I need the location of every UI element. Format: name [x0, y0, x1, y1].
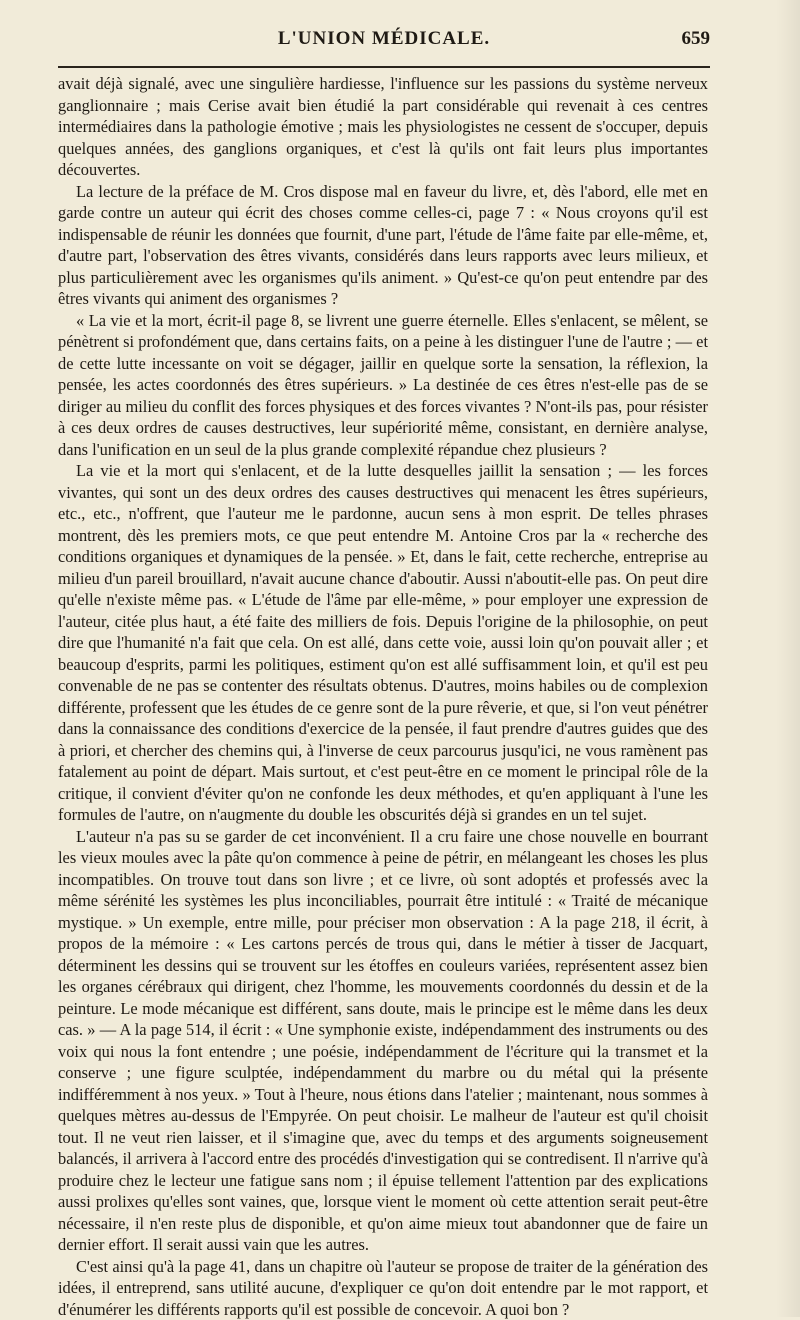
header-rule — [58, 66, 710, 68]
page-number: 659 — [682, 28, 711, 50]
paragraph-6: C'est ainsi qu'à la page 41, dans un chapitre où l'auteur se propose de traiter de la génération des idées, il entreprend, sans utilité aucune, d'expliquer ce qu'on doit entendre par le mot rapport, et d'énumérer les différents rapports qu'il est possible de concevoir. A quoi bon ? — [58, 1256, 708, 1320]
running-title: L'UNION MÉDICALE. — [58, 28, 710, 50]
page-header — [58, 28, 710, 58]
paragraph-1: avait déjà signalé, avec une singulière hardiesse, l'influence sur les passions du système nerveux ganglionnaire ; mais Cerise avait bien étudié la part considérable qui revenait à ces centres intermédiaires dans la pathologie émotive ; mais les physiologistes ne cessent de s'occuper, depuis quelques années, des ganglions organiques, et c'est là qu'ils ont fait leurs plus importantes découvertes. — [58, 73, 708, 181]
paragraph-3: « La vie et la mort, écrit-il page 8, se livrent une guerre éternelle. Elles s'enlacent, se mêlent, se pénètrent si profondément que, dans certains faits, on a peine à les distinguer l'une de l'autre ; — et de cette lutte incessante on voit se dégager, jaillir en quelque sorte la sensation, la réflexion, la pensée, les actes coordonnés des êtres supérieurs. » La destinée de ces êtres n'est-elle pas de se diriger au milieu du conflit des forces physiques et des forces vivantes ? N'ont-ils pas, pour résister à ces deux ordres de causes destructives, leur supériorité même, consistant, en dernière analyse, dans l'unification en un seul de la plus grande complexité répandue chez plusieurs ? — [58, 310, 708, 461]
article-body — [58, 73, 708, 1320]
scan-shadow — [776, 0, 800, 1317]
paragraph-2: La lecture de la préface de M. Cros dispose mal en faveur du livre, et, dès l'abord, elle met en garde contre un auteur qui écrit des choses comme celles-ci, page 7 : « Nous croyons qu'il est indispensable de réunir les données que fournit, d'une part, l'étude de l'âme faite par elle-même, et, d'autre part, l'observation des êtres vivants, considérés dans leurs rapports avec leurs milieux, et plus particulièrement avec les organismes qu'ils animent. » Qu'est-ce qu'on peut entendre par des êtres vivants qui animent des organismes ? — [58, 181, 708, 310]
paragraph-4: La vie et la mort qui s'enlacent, et de la lutte desquelles jaillit la sensation ; — les forces vivantes, qui sont un des deux ordres des causes destructives qui menacent les êtres supérieurs, etc., etc., n'offrent, que l'auteur me le pardonne, aucun sens à mon esprit. De telles phrases montrent, dès les premiers mots, ce que peut entendre M. Antoine Cros par la « recherche des conditions organiques et dynamiques de la pensée. » Et, dans le fait, cette recherche, entreprise au milieu d'un pareil brouillard, n'avait aucune chance d'aboutir. Aussi n'aboutit-elle pas. On peut dire qu'elle n'existe même pas. « L'étude de l'âme par elle-même, » pour employer une expression de l'auteur, citée plus haut, a été faite des milliers de fois. Depuis l'origine de la philosophie, on peut dire que l'humanité n'a fait que cela. On est allé, dans cette voie, aussi loin qu'on pouvait aller ; et beaucoup d'esprits, parmi les politiques, estiment qu'on est allé suffisamment loin, et qu'il est peu convenable de ne pas se contenter des résultats obtenus. D'autres, moins habiles ou de complexion différente, professent que les études de ce genre sont de la pure rêverie, et que, si l'on veut pénétrer dans la connaissance des conditions d'exercice de la pensée, il faut prendre d'autres guides que des à priori, et chercher des chemins qui, à l'inverse de ceux parcourus jusqu'ici, ne vous ramènent pas fatalement au point de départ. Mais surtout, et c'est peut-être en ce moment le principal rôle de la critique, il convient d'éviter qu'on ne confonde les deux méthodes, et qu'en appliquant à l'une les formules de l'autre, on n'augmente du double les obscurités déjà si grandes en un tel sujet. — [58, 460, 708, 826]
paragraph-5: L'auteur n'a pas su se garder de cet inconvénient. Il a cru faire une chose nouvelle en bourrant les vieux moules avec la pâte qu'on commence à peine de pétrir, en mélangeant les choses les plus incompatibles. On trouve tout dans son livre ; et ce livre, où sont adoptés et professés avec la même sérénité les systèmes les plus inconciliables, pourrait être intitulé : « Traité de mécanique mystique. » Un exemple, entre mille, pour préciser mon observation : A la page 218, il écrit, à propos de la mémoire : « Les cartons percés de trous qui, dans le métier à tisser de Jacquart, déterminent les dessins qui se trouvent sur les étoffes en couleurs variées, représentent assez bien les organes cérébraux qui dirigent, chez l'homme, les mouvements coordonnés du dessin et de la peinture. Le mode mécanique est différent, sans doute, mais le principe est le même dans les deux cas. » — A la page 514, il écrit : « Une symphonie existe, indépendamment des instruments ou des voix qui nous la font entendre ; une poésie, indépendamment de l'écriture qui la transmet et la conserve ; une figure sculptée, indépendamment du marbre ou du métal qui la présente indifféremment à nos yeux. » Tout à l'heure, nous étions dans l'atelier ; maintenant, nous sommes à quelques mètres au-dessus de l'Empyrée. On peut choisir. Le malheur de l'auteur est qu'il choisit tout. Il ne veut rien laisser, et il s'imagine que, avec du temps et des arguments soigneusement balancés, il arrivera à l'accord entre des procédés d'investigation qui se contredisent. Il n'arrive qu'à produire chez le lecteur une fatigue sans nom ; il épuise tellement l'attention par des explications aussi prolixes qu'elles sont vaines, que, lorsque vient le moment où cette attention serait peut-être nécessaire, il n'en reste plus de disponible, et qu'on aime mieux tout abandonner que de faire un dernier effort. Il serait aussi vain que les autres. — [58, 826, 708, 1256]
